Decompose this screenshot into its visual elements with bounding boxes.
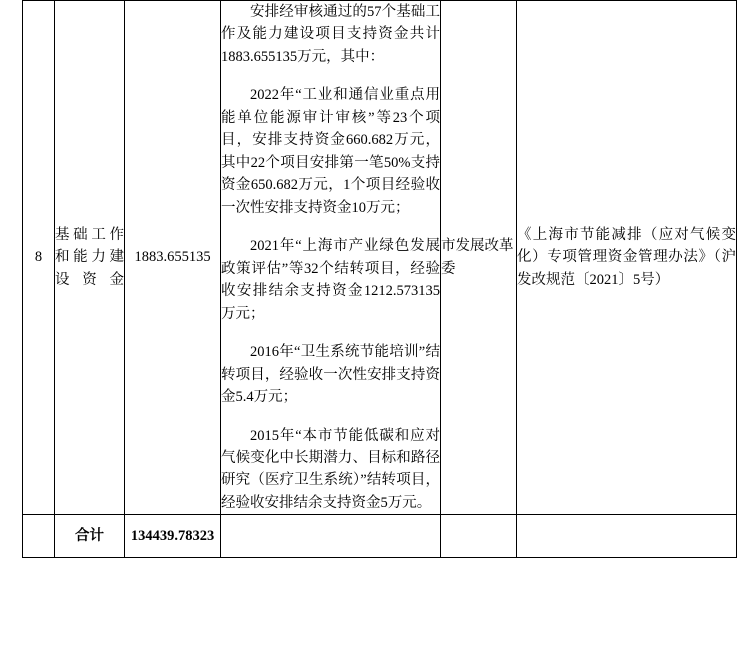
total-amount-cell: 134439.78323 — [125, 515, 221, 558]
detail-paragraph-5: 2015年“本市节能低碳和应对气候变化中长期潜力、目标和路径研究（医疗卫生系统）”结转项目，经验收安排结余支持资金5万元。 — [221, 427, 440, 511]
row-name-cell: 基础工作和能力建设资金 — [55, 1, 125, 515]
funding-table — [22, 0, 737, 558]
detail-paragraph-4: 2016年“卫生系统节能培训”结转项目，经验收一次性安排支持资金5.4万元； — [221, 344, 440, 406]
row-department-cell: 市发展改革委 — [441, 1, 517, 515]
detail-paragraph-3: 2021年“上海市产业绿色发展政策评估”等32个结转项目，经验收安排结余支持资金1212.573135万元； — [221, 238, 440, 322]
total-label-cell: 合计 — [55, 515, 125, 558]
row-index-cell: 8 — [23, 1, 55, 515]
total-detail-cell — [221, 515, 441, 558]
row-amount-cell: 1883.655135 — [125, 1, 221, 515]
table-row — [23, 1, 737, 515]
detail-paragraph-1: 安排经审核通过的57个基础工作及能力建设项目支持资金共计1883.655135万元，其中： — [221, 4, 440, 65]
total-index-cell — [23, 515, 55, 558]
detail-paragraph-2: 2022年“工业和通信业重点用能单位能源审计审核”等23个项目，安排支持资金660.682万元，其中22个项目安排第一笔50%支持资金650.682万元，1个项目经验收一次性安排支持资金10万元； — [221, 87, 440, 216]
total-department-cell — [441, 515, 517, 558]
row-basis-cell: 《上海市节能减排（应对气候变化）专项管理资金管理办法》（沪发改规范〔2021〕5号） — [517, 1, 737, 515]
row-detail-cell — [221, 1, 441, 515]
total-basis-cell — [517, 515, 737, 558]
table-total-row — [23, 515, 737, 558]
